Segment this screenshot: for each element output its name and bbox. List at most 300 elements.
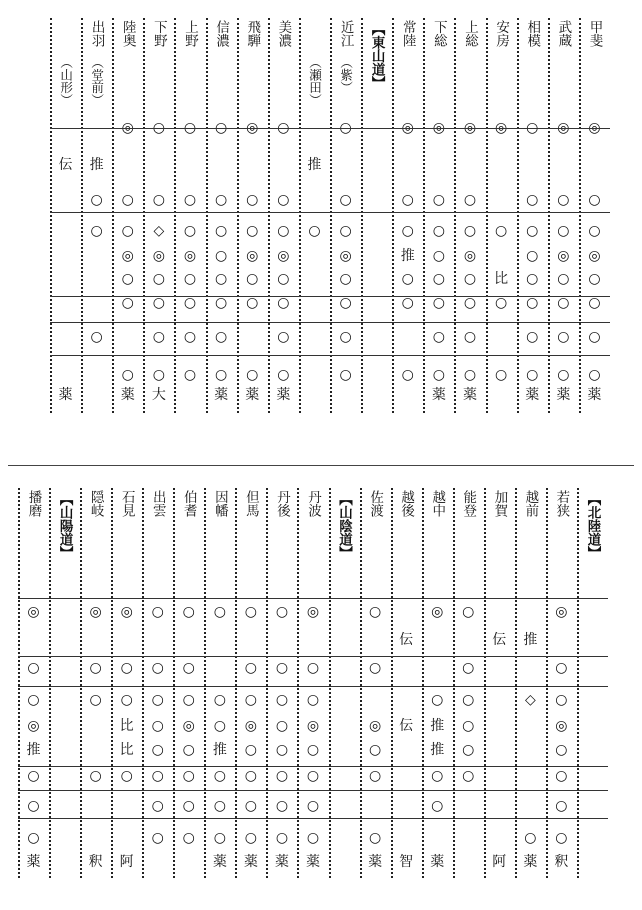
table-cell-mark: ○ — [306, 768, 320, 784]
table-cell-mark: 伝 — [399, 718, 414, 734]
column-divider — [299, 18, 301, 413]
column-divider — [453, 488, 455, 878]
column-divider — [422, 488, 424, 878]
table-cell-mark: ◎ — [494, 120, 508, 136]
table-cell-mark: ◎ — [121, 120, 134, 136]
table-cell-mark: ○ — [246, 223, 259, 239]
table-cell-mark: ○ — [183, 120, 197, 136]
table-cell-mark: 推 — [430, 718, 445, 734]
row-rule — [50, 296, 610, 297]
province-name: 播磨 — [25, 490, 42, 517]
province-name: 加賀 — [491, 490, 508, 517]
row-rule — [18, 790, 608, 791]
table-cell-mark: 推 — [523, 632, 538, 648]
table-cell-mark: ○ — [526, 295, 539, 311]
province-column — [515, 488, 546, 878]
table-cell-mark: ○ — [526, 271, 539, 287]
table-cell-mark: ◎ — [152, 248, 165, 264]
province-name: 甲斐 — [586, 20, 603, 47]
column-divider — [143, 18, 145, 413]
region-header-column — [329, 488, 360, 878]
province-name: 武蔵 — [555, 20, 572, 47]
column-divider — [50, 18, 52, 413]
table-cell-mark: ○ — [368, 768, 382, 784]
table-cell-mark: ○ — [151, 742, 164, 758]
table-cell-mark: ○ — [555, 798, 568, 814]
row-rule — [50, 322, 610, 323]
table-cell-mark: ○ — [526, 120, 539, 136]
table-cell-mark: ○ — [151, 692, 164, 708]
table-cell-mark: ○ — [246, 192, 259, 208]
table-cell-mark: ◎ — [463, 248, 477, 264]
table-cell-mark: ○ — [588, 295, 601, 311]
table-cell-mark: ○ — [524, 830, 537, 846]
column-divider — [235, 488, 237, 878]
province-column — [484, 488, 515, 878]
table-cell-mark: ○ — [431, 798, 444, 814]
column-divider — [268, 18, 270, 413]
province-name: 越後 — [398, 490, 415, 517]
column-divider — [142, 488, 144, 878]
province-column — [391, 488, 422, 878]
column-divider — [297, 488, 299, 878]
table-cell-mark: ◎ — [431, 604, 444, 620]
table-cell-mark: ○ — [463, 271, 477, 287]
table-cell-mark: ○ — [120, 692, 133, 708]
table-cell-mark: ○ — [244, 742, 257, 758]
table-cell-mark: ◎ — [588, 248, 601, 264]
table-cell-mark: ○ — [120, 768, 133, 784]
table-cell-mark: ○ — [244, 798, 257, 814]
table-cell-mark: 智 — [399, 854, 414, 870]
province-column — [517, 18, 548, 413]
column-divider — [80, 488, 82, 878]
table-cell-mark: ◎ — [182, 718, 195, 734]
table-cell-mark: ○ — [275, 742, 289, 758]
table-cell-mark: ○ — [339, 329, 352, 345]
table-cell-mark: ○ — [588, 329, 601, 345]
table-cell-mark: ◎ — [557, 248, 570, 264]
province-name: 下総 — [430, 20, 447, 47]
table-cell-mark: 推 — [430, 742, 445, 758]
province-column — [548, 18, 579, 413]
province-column — [330, 18, 361, 413]
table-cell-mark: ○ — [526, 329, 539, 345]
province-name: 越中 — [429, 490, 446, 517]
province-column — [268, 18, 299, 413]
province-name: 安房 — [493, 20, 510, 47]
table-cell-mark: ◎ — [244, 718, 257, 734]
province-name: 隠岐 — [87, 490, 104, 517]
table-cell-mark: ○ — [555, 692, 568, 708]
table-cell-mark: ○ — [555, 660, 568, 676]
table-cell-mark: ○ — [557, 192, 570, 208]
table-cell-mark: ◎ — [246, 120, 259, 136]
province-column — [453, 488, 484, 878]
row-rule — [50, 128, 610, 129]
province-name: 下野 — [150, 20, 167, 47]
table-cell-mark: ○ — [277, 120, 290, 136]
table-cell-mark: ○ — [306, 742, 320, 758]
table-cell-mark: ○ — [275, 768, 289, 784]
table-cell-mark: ○ — [277, 271, 290, 287]
province-name: 越前 — [522, 490, 539, 517]
table-cell-mark: ○ — [463, 223, 477, 239]
table-cell-mark: 伝 — [58, 157, 73, 173]
table-cell-mark: ○ — [401, 367, 414, 383]
table-cell-mark: ○ — [214, 192, 228, 208]
table-cell-mark: ○ — [401, 295, 414, 311]
table-cell-mark: ○ — [557, 223, 570, 239]
table-cell-mark: 阿 — [119, 854, 134, 870]
table-cell-mark: ○ — [27, 768, 40, 784]
column-divider — [486, 18, 488, 413]
table-cell-mark: ○ — [89, 768, 102, 784]
table-cell-mark: ○ — [275, 692, 289, 708]
table-cell-mark: ○ — [27, 798, 40, 814]
table-cell-mark: ○ — [277, 329, 290, 345]
table-cell-mark: ○ — [368, 604, 382, 620]
table-cell-mark: ◇ — [153, 223, 165, 239]
table-cell-mark: 薬 — [525, 387, 540, 403]
table-cell-mark: ○ — [90, 192, 103, 208]
province-name: 陸奥 — [119, 20, 136, 47]
table-cell-mark: 薬 — [120, 387, 135, 403]
table-cell-mark: ○ — [463, 329, 477, 345]
row-rule — [18, 686, 608, 687]
table-cell-mark: ○ — [339, 192, 352, 208]
table-cell-mark: ○ — [213, 604, 226, 620]
table-cell-mark: ○ — [27, 660, 40, 676]
table-cell-mark: ○ — [432, 295, 445, 311]
province-subnote: （瀬田） — [307, 56, 323, 106]
table-cell-mark: ○ — [244, 604, 257, 620]
table-cell-mark: ○ — [27, 692, 40, 708]
table-cell-mark: ○ — [151, 604, 164, 620]
province-name: 飛騨 — [244, 20, 261, 47]
table-cell-mark: 薬 — [276, 387, 291, 403]
province-column — [235, 488, 266, 878]
table-cell-mark: ○ — [182, 768, 195, 784]
table-cell-mark: ○ — [246, 367, 259, 383]
province-name: 相模 — [524, 20, 541, 47]
province-subnote: （堂前） — [89, 56, 105, 106]
table-cell-mark: ◎ — [89, 604, 102, 620]
table-cell-mark: ○ — [213, 718, 226, 734]
table-cell-mark: ○ — [306, 798, 320, 814]
table-cell-mark: 比 — [119, 742, 134, 758]
table-cell-mark: ○ — [277, 192, 290, 208]
table-cell-mark: 釈 — [88, 854, 103, 870]
province-name: 上野 — [182, 20, 198, 47]
table-cell-mark: ○ — [121, 192, 134, 208]
column-divider — [237, 18, 239, 413]
table-cell-mark: ○ — [275, 830, 289, 846]
table-cell-mark: ○ — [214, 223, 228, 239]
table-cell-mark: ○ — [463, 295, 477, 311]
table-cell-mark: 薬 — [587, 387, 602, 403]
province-column — [422, 488, 453, 878]
table-cell-mark: 比 — [119, 718, 134, 734]
table-cell-mark: ○ — [308, 223, 321, 239]
column-divider — [174, 18, 176, 413]
province-column — [50, 18, 81, 413]
table-cell-mark: ○ — [277, 223, 290, 239]
column-divider — [361, 18, 363, 413]
column-divider — [360, 488, 362, 878]
table-cell-mark: ○ — [213, 830, 226, 846]
row-rule — [18, 818, 608, 819]
table-cell-mark: ○ — [494, 295, 508, 311]
table-cell-mark: 推 — [400, 248, 415, 264]
table-cell-mark: ○ — [368, 660, 382, 676]
column-divider — [392, 18, 394, 413]
column-divider — [330, 18, 332, 413]
province-column — [112, 18, 143, 413]
table-cell-mark: 薬 — [556, 387, 571, 403]
province-name: 信濃 — [213, 20, 230, 47]
table-cell-mark: ○ — [121, 271, 134, 287]
column-divider — [81, 18, 83, 413]
table-cell-mark: ○ — [151, 768, 164, 784]
table-cell-mark: 伝 — [399, 632, 414, 648]
table-cell-mark: ○ — [339, 223, 352, 239]
table-cell-mark: 薬 — [430, 854, 445, 870]
table-cell-mark: ○ — [151, 718, 164, 734]
table-cell-mark: ○ — [152, 120, 165, 136]
table-cell-mark: ○ — [183, 329, 197, 345]
table-cell-mark: ○ — [152, 367, 165, 383]
province-name: 近江 — [337, 20, 354, 47]
table-cell-mark: ○ — [463, 367, 477, 383]
table-cell-mark: ○ — [557, 367, 570, 383]
table-cell-mark: ○ — [214, 367, 228, 383]
table-cell-mark: ○ — [588, 367, 601, 383]
table-cell-mark: ◎ — [555, 718, 568, 734]
region-header: 【東山道】 — [368, 22, 385, 90]
table-cell-mark: ○ — [588, 223, 601, 239]
table-cell-mark: ◎ — [120, 604, 133, 620]
table-cell-mark: ○ — [275, 604, 289, 620]
table-cell-mark: ○ — [462, 604, 475, 620]
table-cell-mark: ○ — [557, 329, 570, 345]
table-cell-mark: ○ — [339, 120, 352, 136]
table-cell-mark: 薬 — [212, 854, 227, 870]
table-cell-mark: ○ — [462, 718, 475, 734]
province-column — [546, 488, 577, 878]
table-cell-mark: 大 — [151, 387, 166, 403]
province-name: 若狭 — [553, 490, 570, 517]
column-divider — [546, 488, 548, 878]
table-cell-mark: 薬 — [243, 854, 258, 870]
province-column — [454, 18, 485, 413]
table-cell-mark: ◎ — [401, 120, 414, 136]
table-cell-mark: ◎ — [463, 120, 477, 136]
column-divider — [18, 488, 20, 878]
province-name: 常陸 — [399, 20, 416, 47]
table-cell-mark: ◎ — [183, 248, 197, 264]
table-cell-mark: ○ — [183, 367, 197, 383]
top-table — [50, 18, 610, 413]
table-cell-mark: ○ — [27, 830, 40, 846]
table-cell-mark: ○ — [526, 192, 539, 208]
table-cell-mark: ○ — [183, 192, 197, 208]
table-cell-mark: ○ — [306, 830, 320, 846]
table-cell-mark: ○ — [462, 768, 475, 784]
province-column — [299, 18, 330, 413]
table-cell-mark: ◎ — [277, 248, 290, 264]
table-cell-mark: ○ — [588, 192, 601, 208]
table-cell-mark: ○ — [557, 271, 570, 287]
row-rule — [18, 598, 608, 599]
table-cell-mark: ○ — [89, 692, 102, 708]
province-column — [81, 18, 112, 413]
table-cell-mark: 阿 — [492, 854, 507, 870]
province-column — [18, 488, 49, 878]
table-cell-mark: 薬 — [214, 387, 229, 403]
table-cell-mark: ○ — [214, 295, 228, 311]
table-cell-mark: 推 — [212, 742, 227, 758]
table-cell-mark: ○ — [432, 248, 445, 264]
table-cell-mark: ◎ — [339, 248, 352, 264]
table-cell-mark: ○ — [494, 223, 508, 239]
table-cell-mark: ○ — [555, 742, 568, 758]
table-cell-mark: 薬 — [274, 854, 289, 870]
column-divider — [266, 488, 268, 878]
column-divider — [548, 18, 550, 413]
table-cell-mark: ○ — [120, 660, 133, 676]
table-cell-mark: 薬 — [58, 387, 73, 403]
province-name: 石見 — [118, 490, 135, 517]
table-cell-mark: 伝 — [492, 632, 507, 648]
table-cell-mark: ○ — [214, 271, 228, 287]
column-divider — [112, 18, 114, 413]
table-cell-mark: ○ — [526, 248, 539, 264]
table-cell-mark: ○ — [432, 192, 445, 208]
province-name: 出雲 — [149, 490, 166, 517]
table-cell-mark: ○ — [90, 223, 103, 239]
table-cell-mark: ○ — [555, 768, 568, 784]
table-cell-mark: ○ — [121, 295, 134, 311]
province-subnote: （紫） — [338, 56, 354, 94]
table-cell-mark: ○ — [214, 248, 228, 264]
table-cell-mark: ○ — [277, 367, 290, 383]
province-column — [579, 18, 610, 413]
province-column — [360, 488, 391, 878]
column-divider — [204, 488, 206, 878]
region-header: 【山陽道】 — [56, 492, 73, 560]
table-cell-mark: 推 — [89, 157, 104, 173]
column-divider — [111, 488, 113, 878]
table-cell-mark: ○ — [152, 271, 165, 287]
region-header-column — [361, 18, 392, 413]
region-header-column — [577, 488, 608, 878]
table-cell-mark: 薬 — [431, 387, 446, 403]
province-column — [204, 488, 235, 878]
row-rule — [50, 355, 610, 356]
province-name: 美濃 — [275, 20, 292, 47]
table-cell-mark: ○ — [306, 692, 320, 708]
table-cell-mark: ○ — [277, 295, 290, 311]
province-name: 丹後 — [273, 490, 290, 517]
table-cell-mark: ○ — [588, 271, 601, 287]
table-cell-mark: ○ — [182, 830, 195, 846]
table-cell-mark: ○ — [432, 367, 445, 383]
province-name: 上総 — [462, 20, 478, 47]
table-cell-mark: ○ — [182, 798, 195, 814]
column-divider — [329, 488, 331, 878]
table-cell-mark: ○ — [151, 798, 164, 814]
table-cell-mark: ○ — [244, 830, 257, 846]
table-cell-mark: ○ — [90, 329, 103, 345]
table-cell-mark: ○ — [462, 742, 475, 758]
column-divider — [515, 488, 517, 878]
table-cell-mark: ○ — [526, 367, 539, 383]
table-cell-mark: ○ — [275, 798, 289, 814]
table-cell-mark: 薬 — [462, 387, 477, 403]
province-column — [423, 18, 454, 413]
table-cell-mark: 比 — [494, 271, 509, 287]
column-divider — [454, 18, 456, 413]
column-divider — [173, 488, 175, 878]
province-column — [297, 488, 328, 878]
table-cell-mark: ○ — [213, 768, 226, 784]
table-cell-mark: ○ — [401, 271, 414, 287]
table-cell-mark: ◎ — [432, 120, 445, 136]
province-name: 能登 — [460, 490, 477, 517]
table-cell-mark: ◎ — [306, 718, 320, 734]
province-column — [486, 18, 517, 413]
province-name: 丹波 — [305, 490, 321, 517]
table-cell-mark: ○ — [183, 295, 197, 311]
province-column — [111, 488, 142, 878]
table-cell-mark: ○ — [182, 660, 195, 676]
table-cell-mark: ◎ — [588, 120, 601, 136]
table-cell-mark: ○ — [339, 295, 352, 311]
table-cell-mark: ○ — [214, 120, 228, 136]
province-column — [80, 488, 111, 878]
table-cell-mark: ◎ — [27, 604, 40, 620]
table-cell-mark: ○ — [182, 604, 195, 620]
table-cell-mark: ○ — [244, 768, 257, 784]
table-cell-mark: ○ — [121, 367, 134, 383]
table-cell-mark: ○ — [244, 692, 257, 708]
table-cell-mark: ○ — [213, 692, 226, 708]
province-name: 佐渡 — [367, 490, 384, 517]
table-cell-mark: ◎ — [121, 248, 134, 264]
column-divider — [206, 18, 208, 413]
table-cell-mark: ○ — [339, 271, 352, 287]
column-divider — [391, 488, 393, 878]
table-cell-mark: ○ — [526, 223, 539, 239]
table-cell-mark: 釈 — [554, 854, 569, 870]
table-cell-mark: ○ — [432, 271, 445, 287]
table-cell-mark: ○ — [368, 830, 382, 846]
table-cell-mark: ○ — [401, 223, 414, 239]
column-divider — [517, 18, 519, 413]
column-divider — [484, 488, 486, 878]
table-cell-mark: ○ — [431, 768, 444, 784]
table-cell-mark: ○ — [152, 329, 165, 345]
table-cell-mark: ○ — [401, 192, 414, 208]
table-cell-mark: ○ — [152, 192, 165, 208]
table-cell-mark: 薬 — [368, 854, 383, 870]
table-cell-mark: ◇ — [524, 692, 536, 708]
column-divider — [577, 488, 579, 878]
province-column — [174, 18, 205, 413]
table-cell-mark: ○ — [182, 742, 195, 758]
table-cell-mark: ○ — [151, 660, 164, 676]
